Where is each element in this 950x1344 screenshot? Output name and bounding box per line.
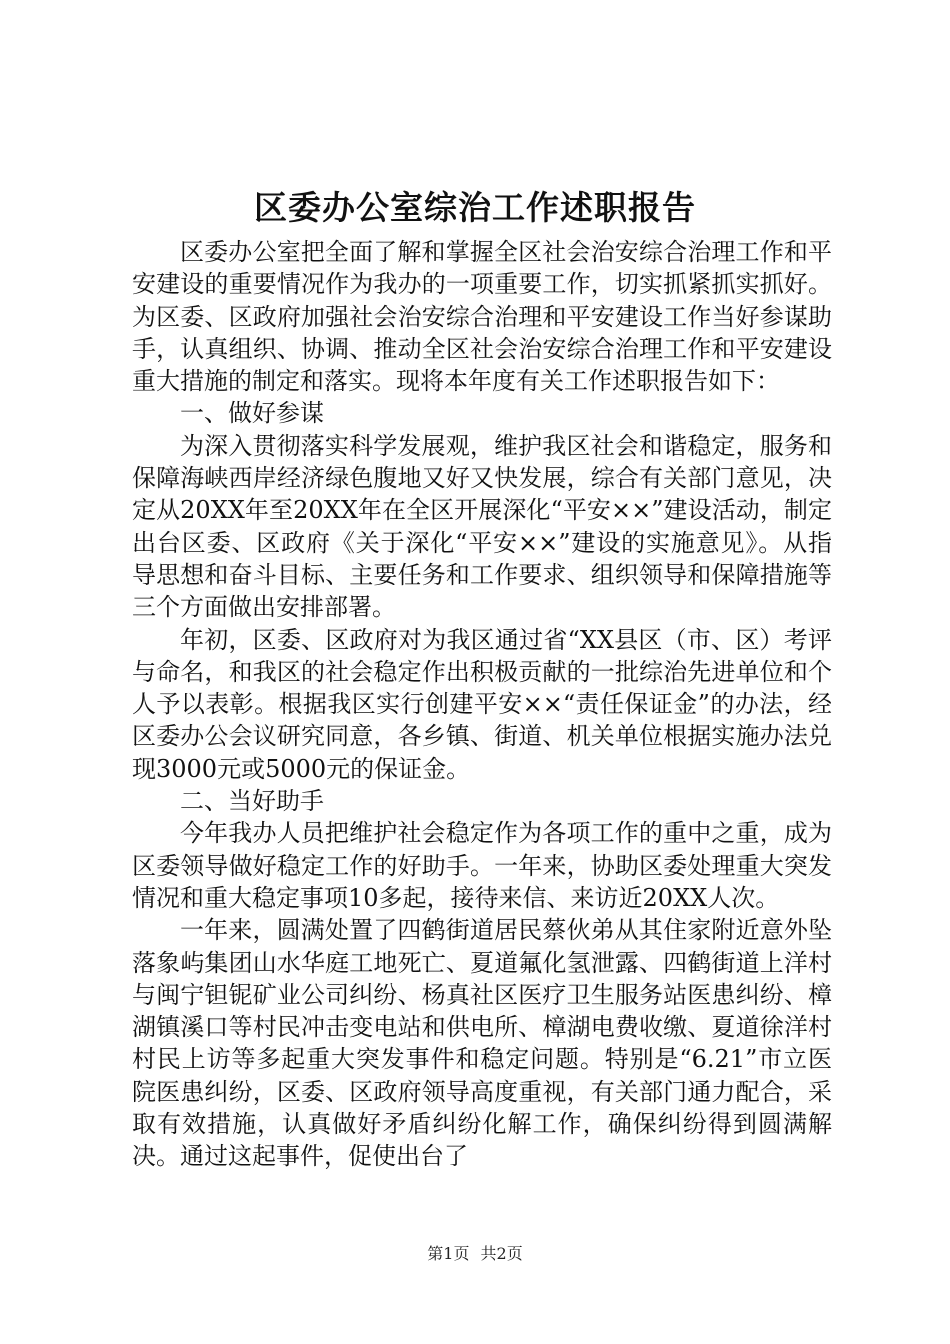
page-number: 第1页 <box>427 1244 470 1263</box>
paragraph: 一年来，圆满处置了四鹤街道居民蔡伙弟从其住家附近意外坠落象屿集团山水华庭工地死亡、夏道氟化氢泄露、四鹤街道上洋村与闽宁钽铌矿业公司纠纷、杨真社区医疗卫生服务站医患纠纷、樟湖镇溪口等村民冲击变电站和供电所、樟湖电费收缴、夏道徐洋村村民上访等多起重大突发事件和稳定问题。特别是“6.21”市立医院医患纠纷，区委、区政府领导高度重视，有关部门通力配合，采取有效措施，认真做好矛盾纠纷化解工作，确保纠纷得到圆满解决。通过这起事件，促使出台了 <box>132 916 832 1171</box>
document-body <box>132 236 832 1173</box>
paragraph: 今年我办人员把维护社会稳定作为各项工作的重中之重，成为区委领导做好稳定工作的好助手。一年来，协助区委处理重大突发情况和重大稳定事项10多起，接待来信、来访近20XX人次。 <box>132 819 832 912</box>
page-total: 共2页 <box>480 1244 523 1263</box>
paragraph: 为深入贯彻落实科学发展观，维护我区社会和谐稳定，服务和保障海峡西岸经济绿色腹地又好又快发展，综合有关部门意见，决定从20XX年至20XX年在全区开展深化“平安××”建设活动，制定出台区委、区政府《关于深化“平安××”建设的实施意见》。从指导思想和奋斗目标、主要任务和工作要求、组织领导和保障措施等三个方面做出安排部署。 <box>132 431 832 622</box>
section-heading-2: 二、当好助手 <box>180 787 324 816</box>
document-title: 区委办公室综治工作述职报告 <box>254 188 696 227</box>
paragraph: 年初，区委、区政府对为我区通过省“XX县区（市、区）考评与命名，和我区的社会稳定作出积极贡献的一批综治先进单位和个人予以表彰。根据我区实行创建平安××“责任保证金”的办法，经区委办公会议研究同意，各乡镇、街道、机关单位根据实施办法兑现3000元或5000元的保证金。 <box>132 625 832 783</box>
paragraph-intro: 区委办公室把全面了解和掌握全区社会治安综合治理工作和平安建设的重要情况作为我办的一项重要工作，切实抓紧抓实抓好。为区委、区政府加强社会治安综合治理和平安建设工作当好参谋助手，认真组织、协调、推动全区社会治安综合治理工作和平安建设重大措施的制定和落实。现将本年度有关工作述职报告如下： <box>132 238 832 396</box>
page-footer <box>0 1244 950 1264</box>
section-heading-1: 一、做好参谋 <box>180 399 324 428</box>
